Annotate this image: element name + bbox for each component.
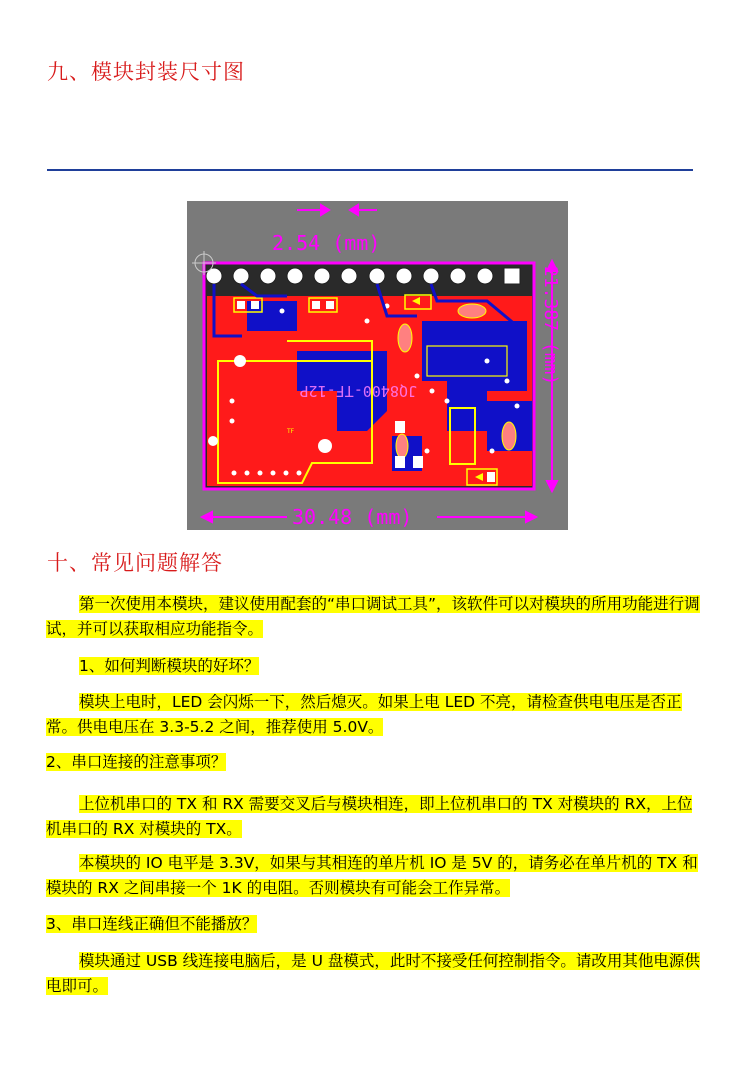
answer-1: 模块上电时，LED 会闪烁一下，然后熄灭。如果上电 LED 不亮，请检查供电电压是否正常。供电电压在 3.3-5.2 之间，推荐使用 5.0V。: [46, 693, 682, 736]
question-3: 3、串口连线正确但不能播放？: [46, 915, 258, 933]
right-dimension-label: 21.387 (mm): [540, 266, 561, 386]
top-dimension-label: 2.54 (mm): [272, 231, 381, 255]
section-10-title: 十、常见问题解答: [47, 551, 223, 575]
bottom-dimension-label: 30.48 (mm): [292, 505, 413, 529]
section-divider: [47, 169, 693, 171]
pcb-dimension-figure: [187, 201, 568, 530]
answer-2a: 上位机串口的 TX 和 RX 需要交叉后与模块相连，即上位机串口的 TX 对模块的 RX，上位机串口的 RX 对模块的 TX。: [46, 795, 693, 838]
board-label: JQ8400-TF-12P: [299, 382, 417, 400]
answer-2b: 本模块的 IO 电平是 3.3V，如果与其相连的单片机 IO 是 5V 的，请务必在单片机的 TX 和模块的 RX 之间串接一个 1K 的电阻。否则模块有可能会工作异常。: [46, 854, 698, 897]
answer-3: 模块通过 USB 线连接电脑后，是 U 盘模式，此时不接受任何控制指令。请改用其他电源供电即可。: [46, 952, 700, 995]
question-2: 2、串口连接的注意事项？: [46, 753, 227, 771]
section-9-title: 九、模块封装尺寸图: [47, 60, 245, 84]
tf-label: TF: [287, 428, 295, 435]
question-1: 1、如何判断模块的好坏？: [79, 657, 260, 675]
intro-paragraph: 第一次使用本模块，建议使用配套的“串口调试工具”，该软件可以对模块的所用功能进行调试，并可以获取相应功能指令。: [46, 595, 700, 638]
